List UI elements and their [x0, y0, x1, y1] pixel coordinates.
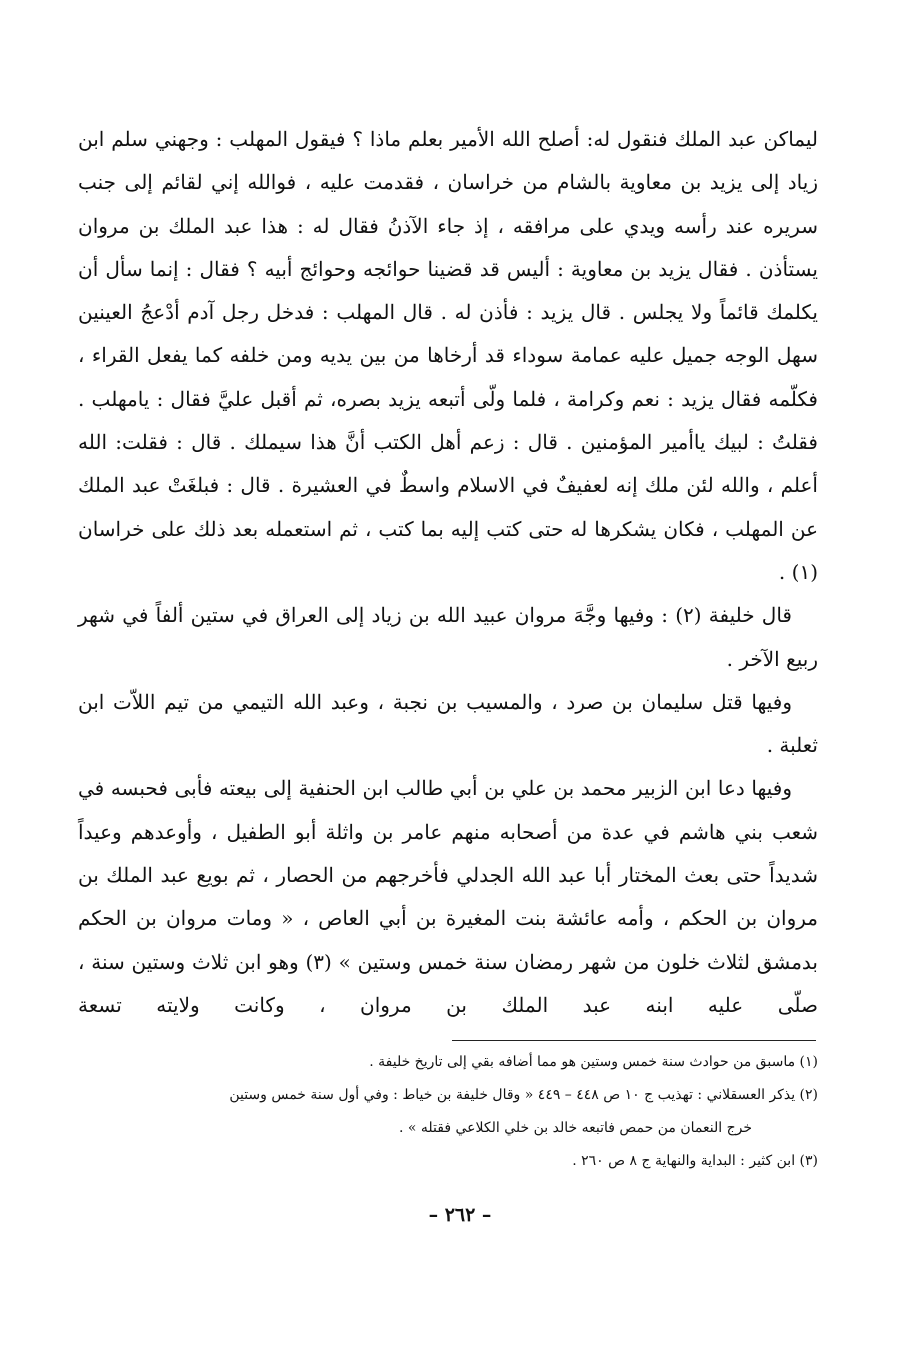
main-text — [78, 118, 818, 1027]
paragraph-ibn-zubayr: وفيها دعا ابن الزبير محمد بن علي بن أبي طالب ابن الحنفية إلى بيعته فأبى فحبسه في شعب بني هاشم في عدة من أصحابه منهم عامر بن واثلة أبو الطفيل ، وأوعدهم وعيداً شديداً حتى بعث المختار أبا عبد الله الجدلي فأخرجهم من الحصار ، ثم بويع عبد الملك بن مروان بن الحكم ، وأمه عائشة بنت المغيرة بن أبي العاص ، « ومات مروان بن الحكم بدمشق لثلاث خلون من شهر رمضان سنة خمس وستين » (٣) وهو ابن ثلاث وستين سنة ، صلّى عليه ابنه عبد الملك بن مروان ، وكانت ولايته تسعة — [78, 776, 818, 1017]
paragraph-sulayman-killed: وفيها قتل سليمان بن صرد ، والمسيب بن نجبة ، وعبد الله التيمي من تيم اللاّت ابن ثعلبة . — [78, 689, 818, 758]
footnote-separator — [452, 1040, 816, 1041]
paragraph-khalifa-report: قال خليفة (٢) : وفيها وجَّهَ مروان عبيد الله بن زياد إلى العراق في ستين ألفاً في شهر ربيع الآخر . — [78, 603, 818, 671]
footnote-2: (٢) يذكر العسقلاني : تهذيب ج ١٠ ص ٤٤٨ – ٤٤٩ « وقال خليفة بن خياط : وفي أول سنة خمس وستين — [229, 1087, 818, 1103]
footnotes — [78, 1046, 818, 1178]
footnote-3: (٣) ابن كثير : البداية والنهاية ج ٨ ص ٢٦٠ . — [572, 1153, 818, 1169]
paragraph-muhallab-story: ليماكن عبد الملك فنقول له: أصلح الله الأمير بعلم ماذا ؟ فيقول المهلب : وجهني سلم ابن زياد إلى يزيد بن معاوية بالشام من خراسان ، فقدمت عليه ، فوالله إني لقائم إلى جنب سريره عند رأسه ويدي على مرافقه ، إذ جاء الآذنُ فقال له : هذا عبد الملك بن مروان يستأذن . فقال يزيد بن معاوية : أليس قد قضينا حوائجه وحوائج أبيه ؟ فقال : إنما سأل أن يكلمك قائماً ولا يجلس . قال يزيد : فأذن له . قال المهلب : فدخل رجل آدم أدْعجُ العينين سهل الوجه جميل عليه عمامة سوداء قد أرخاها من بين يديه ومن خلفه كما يفعل القراء ، فكلّمه فقال يزيد : نعم وكرامة ، فلما ولّى أتبعه يزيد بصره، ثم أقبل عليَّ فقال : يامهلب . فقلتُ : لبيك ياأمير المؤمنين . قال : زعم أهل الكتب أنَّ هذا سيملك . قال : فقلت: الله أعلم ، والله لئن ملك إنه لعفيفٌ في الاسلام واسطٌ في العشيرة . قال : فبلغَتْ عبد الملك عن المهلب ، فكان يشكرها له حتى كتب إليه بما كتب ، ثم استعمله بعد ذلك على خراسان (١) . — [78, 127, 818, 584]
footnote-1: (١) ماسبق من حوادث سنة خمس وستين هو مما أضافه بقي إلى تاريخ خليفة . — [369, 1054, 818, 1070]
footnote-2-continuation: خرج النعمان من حمص فاتبعه خالد بن خلي الكلاعي فقتله » . — [398, 1120, 752, 1136]
page-number: – ٢٦٢ – — [428, 1204, 492, 1226]
